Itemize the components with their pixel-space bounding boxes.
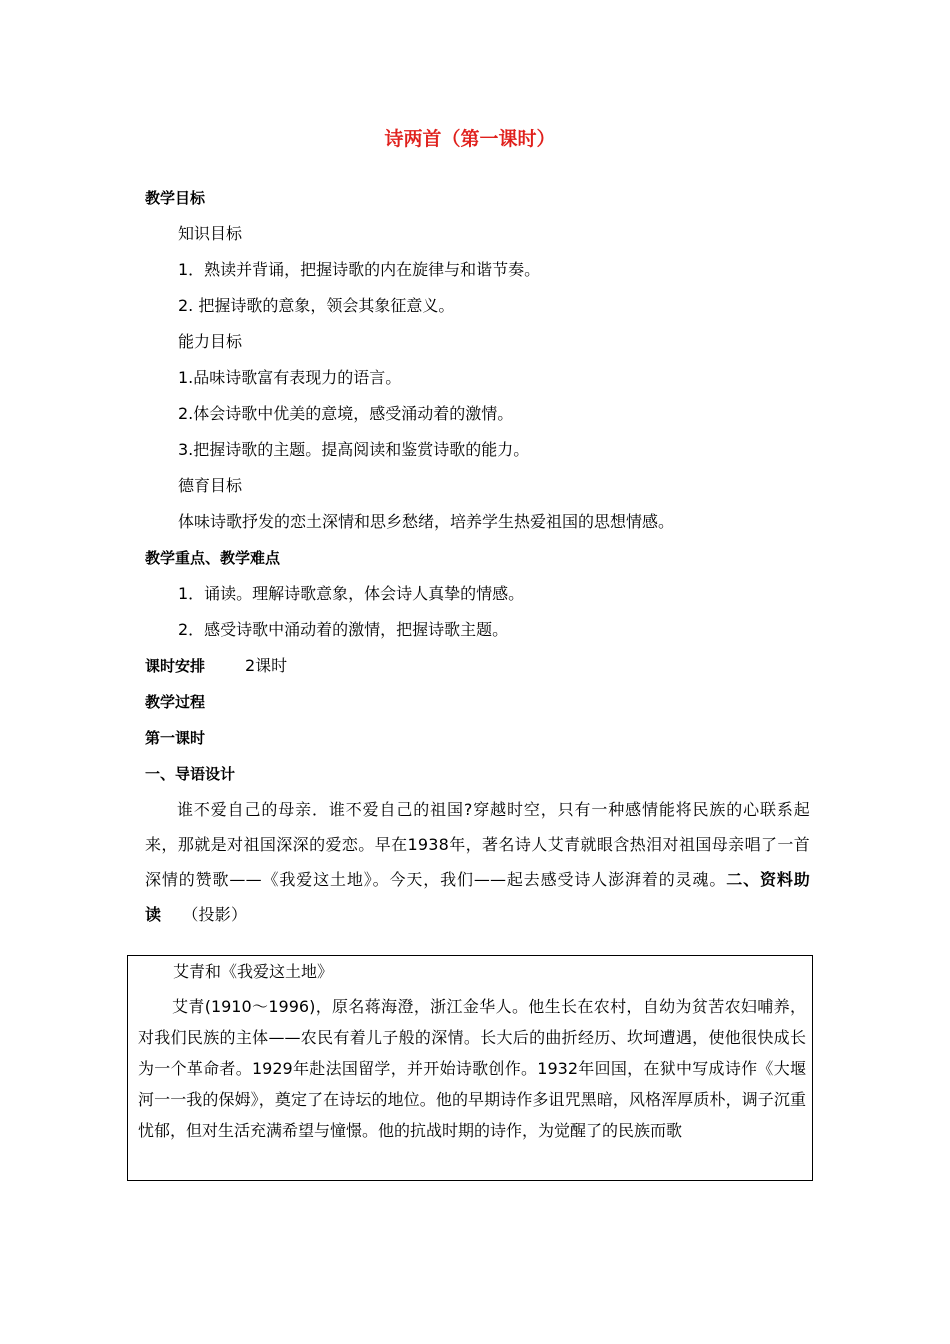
intro-paragraph [145,792,810,932]
key-point-1: 1．诵读。理解诗歌意象，体会诗人真挚的情感。 [178,584,525,603]
material-box-text: 艾青(1910～1996)，原名蒋海澄，浙江金华人。他生长在农村，自幼为贫苦农妇哺养，对我们民族的主体——农民有着儿子般的深情。长大后的曲折经历、坎坷遭遇，使他很快成长为一个革命者。1929年赴法国留学，并开始诗歌创作。1932年回国，在狱中写成诗作《大堰河一一我的保姆》，奠定了在诗坛的地位。他的早期诗作多诅咒黑暗，风格浑厚质朴，调子沉重忧郁，但对生活充满希望与憧憬。他的抗战时期的诗作，为觉醒了的民族而歌 [138,997,806,1140]
material-heading: 二、资料助读 [145,870,810,924]
schedule-value: 2课时 [245,656,288,675]
moral-item-1: 体味诗歌抒发的恋土深情和思乡愁绪，培养学生热爱祖国的思想情感。 [178,512,675,531]
intro-text: 谁不爱自己的母亲．谁不爱自己的祖国?穿越时空，只有一种感情能将民族的心联系起来，那就是对祖国深深的爱恋。早在1938年，著名诗人艾青就眼含热泪对祖国母亲唱了一首深情的赞歌——《我爱这土地》。今天，我们——起去感受诗人澎湃着的灵魂。 [145,800,810,889]
intro-heading: 一、导语设计 [145,765,236,783]
key-point-2: 2．感受诗歌中涌动着的激情，把握诗歌主题。 [178,620,509,639]
ability-item-3: 3.把握诗歌的主题。提高阅读和鉴赏诗歌的能力。 [178,440,530,459]
knowledge-item-1: 1．熟读并背诵，把握诗歌的内在旋律与和谐节奏。 [178,260,541,279]
objectives-heading: 教学目标 [145,189,206,207]
page-title: 诗两首（第一课时） [384,128,556,150]
material-box-title: 艾青和《我爱这土地》 [173,962,334,981]
ability-heading: 能力目标 [178,332,243,351]
material-box [127,955,813,1181]
ability-item-1: 1.品味诗歌富有表现力的语言。 [178,368,402,387]
ability-item-2: 2.体会诗歌中优美的意境，感受涌动着的激情。 [178,404,514,423]
knowledge-heading: 知识目标 [178,224,243,243]
material-note: （投影） [182,905,248,924]
moral-heading: 德育目标 [178,476,243,495]
key-points-heading: 教学重点、教学难点 [145,549,281,567]
lesson1-heading: 第一课时 [145,729,206,747]
schedule-heading: 课时安排 [145,657,206,675]
process-heading: 教学过程 [145,693,206,711]
knowledge-item-2: 2. 把握诗歌的意象，领会其象征意义。 [178,296,455,315]
